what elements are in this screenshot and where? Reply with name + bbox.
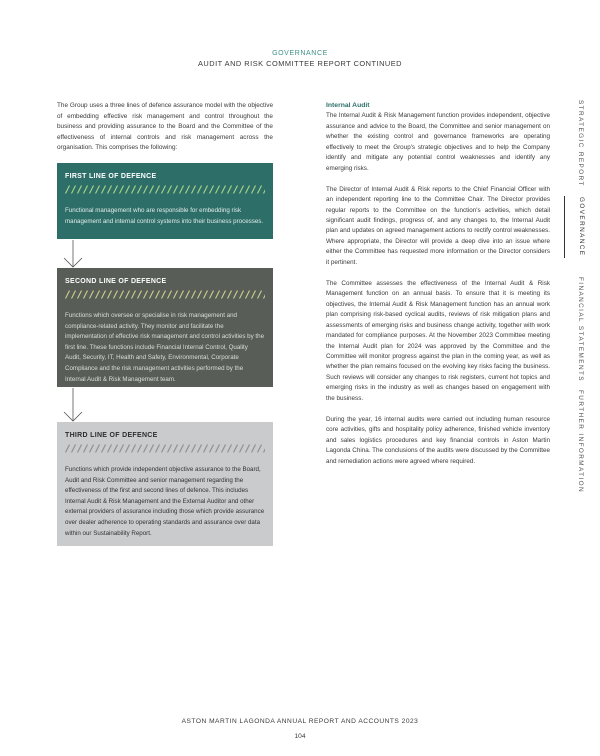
second-line-title: SECOND LINE OF DEFENCE xyxy=(65,278,167,285)
intro-paragraph: The Group uses a three lines of defence assurance model with the objective of embedding effective risk management and control throughout the business and providing assurance to the Board and the Committee of the effectiveness of internal controls and risk management across the organisation. This comprises the following: xyxy=(57,102,273,152)
first-line-title: FIRST LINE OF DEFENCE xyxy=(65,173,157,180)
internal-audit-section xyxy=(326,101,550,478)
third-line-title: THIRD LINE OF DEFENCE xyxy=(65,432,158,439)
page-number: 104 xyxy=(294,733,306,740)
internal-audit-paragraph: During the year, 16 internal audits were carried out including human resource core activities, gifts and hospitality policy adherence, finished vehicle inventory and sales logistics procedures and key financial controls in Aston Martin Lagonda China. The conclusions of the audits were discussed by the Committee and remediation actions were agreed where required. xyxy=(326,415,550,465)
hatch-pattern-icon xyxy=(65,185,265,194)
second-line-description: Functions which oversee or specialise in risk management and compliance-related activity. They monitor and facilitate the implementation of effective risk management and control activities by the first line. These functions include Financial Internal Control, Quality Audit, Security, IT, Health and Safety, Environmental, Corporate Compliance and the risk management activities performed by the Internal Audit & Risk Management team. xyxy=(65,312,265,383)
arrow-down-icon xyxy=(62,240,84,268)
side-tab-strategic-report[interactable]: STRATEGIC REPORT xyxy=(577,100,584,187)
side-tab-governance[interactable]: GOVERNANCE xyxy=(564,196,585,258)
side-navigation xyxy=(564,100,584,500)
first-line-of-defence-box xyxy=(57,163,273,239)
hatch-pattern-icon xyxy=(65,290,265,299)
internal-audit-paragraph: The Committee assesses the effectiveness of the Internal Audit & Risk Management function on an annual basis. To ensure that it is meeting its objectives, the Internal Audit & Risk Management function has an annual work plan comprising risk-based cyclical audits, reviews of risk mitigation plans and assessments of emerging risks and business change activity, together with work mandated for compliance purposes. At the November 2023 Committee meeting the Internal Audit plan for 2024 was approved by the Committee and the Committee will monitor progress against the plan in the coming year, as well as whether the plan remains focused on the evolving key risks facing the business. Such reviews will consider any changes to risk registers, current hot topics and emerging risks in the industry as well as changes based on engagement with the business. xyxy=(326,279,550,402)
arrow-down-icon xyxy=(62,388,84,422)
internal-audit-paragraph: The Internal Audit & Risk Management function provides independent, objective assurance and advice to the Board, the Committee and senior management on whether the existing control and governance frameworks are operating effectively to meet the Group's strategic objectives and to help the Company identify and mitigate any potential control weaknesses and identify any emerging risks. xyxy=(326,112,550,172)
internal-audit-paragraph: The Director of Internal Audit & Risk reports to the Chief Financial Officer with an independent reporting line to the Committee Chair. The Director provides regular reports to the Committee on the function's activities, which detail significant audit findings, progress of, and any changes to, the Internal Audit plan and updates on agreed management actions to rectify control weaknesses. Where appropriate, the Director will provide a deep dive into an issue where either the Committee has requested more information or the Director considers it pertinent. xyxy=(326,185,550,266)
third-line-of-defence-box xyxy=(57,422,273,546)
third-line-description: Functions which provide independent objective assurance to the Board, Audit and Risk Committee and senior management regarding the effectiveness of the first and second lines of defence. This includes Internal Audit & Risk Management and the External Auditor and other external providers of assurance including those which provide assurance over dealer adherence to operating standards and assurance over data within our Sustainability Report. xyxy=(65,466,265,537)
second-line-of-defence-box xyxy=(57,268,273,387)
side-tab-financial-statements[interactable]: FINANCIAL STATEMENTS xyxy=(577,276,584,382)
internal-audit-heading: Internal Audit xyxy=(326,102,370,109)
footer-report-title: ASTON MARTIN LAGONDA ANNUAL REPORT AND ACCOUNTS 2023 xyxy=(181,718,419,725)
section-label: GOVERNANCE xyxy=(272,50,328,57)
hatch-pattern-icon xyxy=(65,444,265,453)
first-line-description: Functional management who are responsible for embedding risk management and internal control systems into their business processes. xyxy=(65,207,264,225)
side-tab-further-information[interactable]: FURTHER INFORMATION xyxy=(577,390,584,494)
page-title: AUDIT AND RISK COMMITTEE REPORT CONTINUED xyxy=(197,59,403,68)
